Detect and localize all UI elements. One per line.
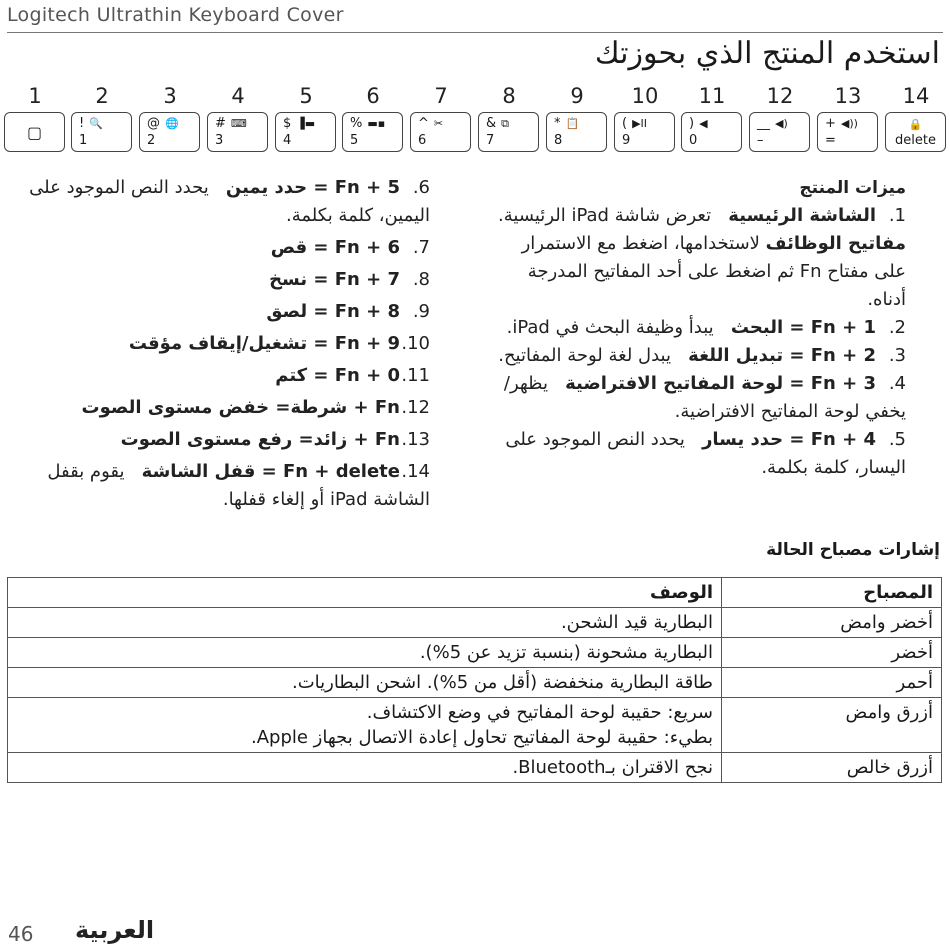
keyboard-function-row (0, 112, 950, 158)
feature-label: Fn + 8 = لصق (266, 301, 400, 322)
key-number-label: 5 (299, 84, 313, 108)
feature-label: Fn + 6 = قص (270, 237, 400, 258)
function-key (410, 112, 471, 152)
feature-number: 7. (412, 237, 430, 258)
feature-label: الشاشة الرئيسية (728, 205, 876, 226)
function-key (749, 112, 810, 152)
feature-label: Fn + 2 = تبديل اللغة (688, 345, 876, 366)
feature-label: Fn + 3 = لوحة المفاتيح الافتراضية (565, 373, 876, 394)
key-number-label: 9 (570, 84, 584, 108)
feature-text: يبدأ وظيفة البحث في iPad. (506, 317, 714, 338)
light-state-cell: أخضر وامض (722, 608, 942, 638)
description-cell: طاقة البطارية منخفضة (أقل من 5%). اشحن البطاريات. (8, 668, 722, 698)
feature-number: 1. (888, 205, 906, 226)
feature-label: Fn + 9 = تشغيل/إيقاف مؤقت (128, 333, 400, 354)
key-symbol: __ (757, 116, 770, 131)
feature-label: Fn + 5 = حدد يمين (225, 177, 400, 198)
table-row (8, 753, 942, 783)
features-column-left (0, 174, 430, 518)
feature-text: يحدد النص الموجود على اليسار، كلمة بكلمة. (505, 429, 906, 478)
feature-number: 5. (888, 429, 906, 450)
key-number-label: 1 (28, 84, 42, 108)
key-digit: 5 (350, 133, 359, 148)
function-key (207, 112, 268, 152)
feature-number: 8. (412, 269, 430, 290)
feature-item (486, 370, 906, 426)
function-key (614, 112, 675, 152)
description-cell: سريع: حقيبة لوحة المفاتيح في وضع الاكتشاف. بطيء: حقيبة لوحة المفاتيح تحاول إعادة الاتصال بجهاز Apple. (8, 698, 722, 753)
function-key (275, 112, 336, 152)
key-digit: 3 (215, 133, 224, 148)
lock-icon: 🔒 (908, 118, 923, 131)
key-number-label: 10 (631, 84, 659, 108)
key-number-label: 6 (366, 84, 380, 108)
key-digit: 1 (79, 133, 88, 148)
key-number-label: 4 (231, 84, 245, 108)
function-key (681, 112, 742, 152)
feature-label: Fn + 7 = نسخ (269, 269, 400, 290)
feature-number: 13. (401, 429, 430, 450)
description-cell: البطارية مشحونة (بنسبة تزيد عن 5%). (8, 638, 722, 668)
key-digit: 0 (689, 133, 698, 148)
feature-text: تعرض شاشة iPad الرئيسية. (498, 205, 712, 226)
features-column-right (486, 174, 906, 482)
key-digit: 2 (147, 133, 156, 148)
feature-number: 3. (888, 345, 906, 366)
feature-item (486, 202, 906, 230)
key-digit: 7 (486, 133, 495, 148)
key-function-icon: ◀ (699, 117, 708, 130)
column-header-light: المصباح (722, 578, 942, 608)
key-symbol: ^ (418, 116, 429, 131)
key-digit: 4 (283, 133, 292, 148)
table-row (8, 608, 942, 638)
description-cell: البطارية قيد الشحن. (8, 608, 722, 638)
light-state-cell: أخضر (722, 638, 942, 668)
column-header-description: الوصف (8, 578, 722, 608)
feature-number: 12. (401, 397, 430, 418)
table-row (8, 698, 942, 753)
feature-label: Fn + زائد= رفع مستوى الصوت (120, 429, 400, 450)
key-number-label: 8 (502, 84, 516, 108)
function-key (478, 112, 539, 152)
feature-item (0, 234, 430, 262)
function-key (885, 112, 946, 152)
key-symbol: # (215, 116, 226, 131)
key-digit: 8 (554, 133, 563, 148)
key-digit: 6 (418, 133, 427, 148)
feature-item (0, 426, 430, 454)
key-number-label: 3 (163, 84, 177, 108)
key-function-icon: ⧉ (501, 117, 509, 130)
table-row (8, 638, 942, 668)
feature-label: مفاتيح الوظائف (765, 233, 906, 254)
key-function-icon: 🌐 (165, 117, 179, 130)
feature-label: Fn + شرطة= خفض مستوى الصوت (81, 397, 400, 418)
key-digit: – (757, 133, 764, 148)
key-function-icon: 📋 (565, 117, 580, 130)
table-header-row (8, 578, 942, 608)
feature-text: يبدل لغة لوحة المفاتيح. (498, 345, 671, 366)
feature-item (486, 342, 906, 370)
feature-item (0, 458, 430, 514)
light-state-cell: أزرق وامض (722, 698, 942, 753)
description-cell: نجح الاقتران بـBluetooth. (8, 753, 722, 783)
key-function-icon: ✂ (433, 117, 444, 130)
feature-label: Fn + 1 = البحث (730, 317, 876, 338)
feature-text: يظهر/يخفي لوحة المفاتيح الافتراضية. (503, 373, 906, 422)
key-number-label: 14 (902, 84, 930, 108)
feature-label: Fn + delete = قفل الشاشة (141, 461, 400, 482)
function-key (71, 112, 132, 152)
feature-item (0, 330, 430, 358)
feature-text: يحدد النص الموجود على اليمين، كلمة بكلمة. (29, 177, 430, 226)
key-number-label: 7 (434, 84, 448, 108)
language-label: العربية (75, 916, 155, 944)
key-function-icon: ⌨ (230, 117, 247, 130)
feature-text: لاستخدامها، اضغط مع الاستمرار على مفتاح Fn ثم اضغط على أحد المفاتيح المدرجة أدناه. (521, 233, 906, 310)
home-icon: ▢ (26, 123, 43, 142)
feature-number: 10. (401, 333, 430, 354)
feature-item (486, 314, 906, 342)
status-lights-table (7, 577, 942, 783)
feature-number: 9. (412, 301, 430, 322)
feature-item (0, 394, 430, 422)
key-symbol: + (825, 116, 836, 131)
page-title: استخدم المنتج الذي بحوزتك (594, 36, 940, 71)
key-function-icon: ▐▬ (296, 117, 316, 130)
feature-item (486, 426, 906, 482)
key-number-label: 11 (698, 84, 726, 108)
header-divider (7, 32, 943, 33)
feature-label: Fn + 0 = كتم (275, 365, 400, 386)
feature-number: 6. (412, 177, 430, 198)
feature-item (0, 266, 430, 294)
function-key (139, 112, 200, 152)
key-number-label: 12 (766, 84, 794, 108)
key-symbol: $ (283, 116, 292, 131)
key-symbol: ! (79, 116, 85, 131)
function-key (546, 112, 607, 152)
key-numbers-row (0, 84, 950, 110)
feature-label: Fn + 4 = حدد يسار (702, 429, 876, 450)
key-function-icon: ▶II (632, 117, 648, 130)
key-number-label: 2 (95, 84, 109, 108)
feature-number: 4. (888, 373, 906, 394)
features-heading: ميزات المنتج (799, 178, 906, 198)
function-key (817, 112, 878, 152)
feature-item (0, 298, 430, 326)
key-symbol: @ (147, 116, 160, 131)
key-digit: = (825, 133, 836, 148)
feature-number: 2. (888, 317, 906, 338)
status-lights-heading: إشارات مصباح الحالة (766, 540, 940, 560)
feature-item (0, 362, 430, 390)
key-symbol: ( (622, 116, 628, 131)
light-state-cell: أحمر (722, 668, 942, 698)
key-symbol: % (350, 116, 363, 131)
key-function-icon: 🔍 (89, 117, 103, 130)
feature-number: 11. (401, 365, 430, 386)
key-function-icon: ◀)) (840, 117, 858, 130)
key-function-icon: ◀) (775, 117, 788, 130)
key-symbol: * (554, 116, 561, 131)
function-key (4, 112, 65, 152)
key-symbol: ) (689, 116, 695, 131)
feature-text: يقوم بقفل الشاشة iPad أو إلغاء قفلها. (47, 461, 430, 510)
feature-number: 14. (401, 461, 430, 482)
key-number-label: 13 (834, 84, 862, 108)
feature-item (486, 230, 906, 314)
delete-key-label: delete (895, 133, 936, 148)
page-number: 46 (8, 922, 34, 946)
document-header-title: Logitech Ultrathin Keyboard Cover (7, 4, 344, 26)
key-function-icon: ▬▪ (367, 117, 386, 130)
table-row (8, 668, 942, 698)
light-state-cell: أزرق خالص (722, 753, 942, 783)
key-digit: 9 (622, 133, 631, 148)
key-symbol: & (486, 116, 497, 131)
function-key (342, 112, 403, 152)
feature-item (0, 174, 430, 230)
